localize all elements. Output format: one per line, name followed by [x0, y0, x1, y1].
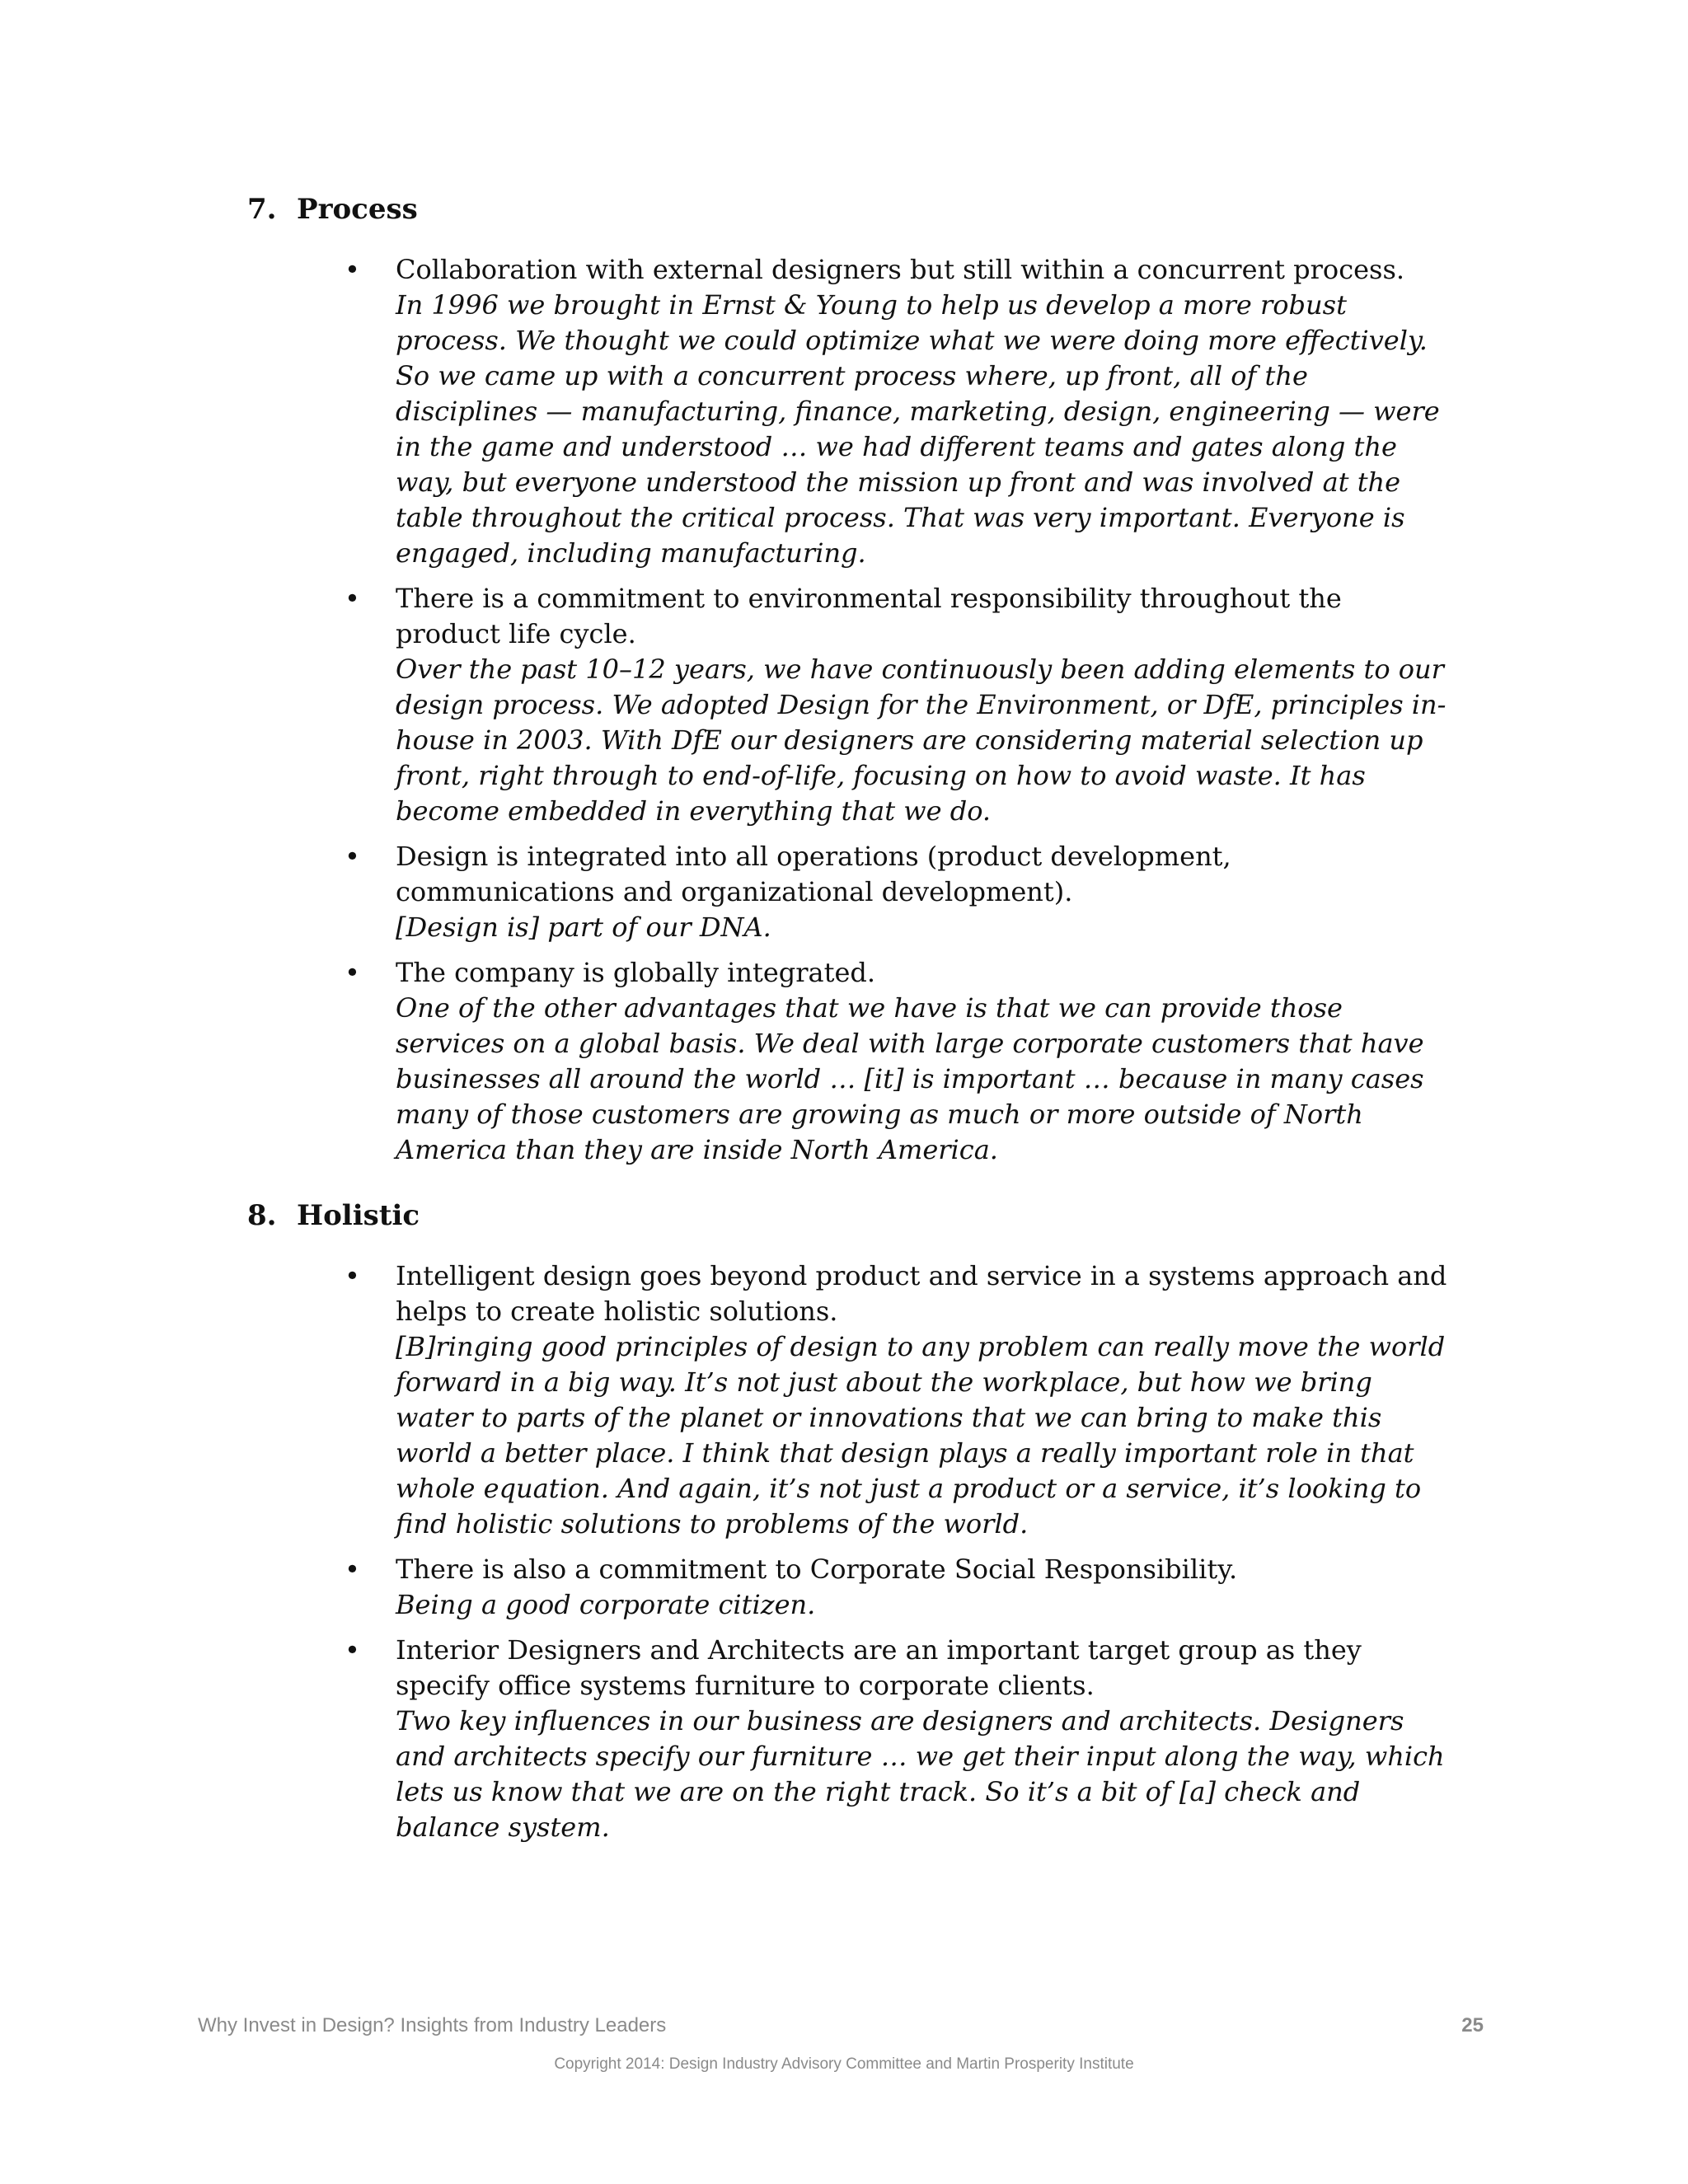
section-heading	[247, 191, 1500, 227]
bullet-statement: Collaboration with external designers but still within a concurrent process.	[396, 254, 1405, 285]
bullet-icon: •	[345, 1634, 360, 1666]
list-item	[345, 955, 1449, 1168]
bullet-icon: •	[345, 957, 360, 988]
section-title: Holistic	[297, 1199, 420, 1232]
bullet-list	[247, 252, 1500, 1168]
section-process	[247, 191, 1500, 1168]
section-title: Process	[297, 193, 418, 226]
footer-copyright: Copyright 2014: Design Industry Advisory Committee and Martin Prosperity Institute	[554, 2055, 1134, 2073]
page-content	[247, 191, 1500, 1855]
bullet-list	[247, 1258, 1500, 1845]
bullet-statement: There is also a commitment to Corporate Social Responsibility.	[396, 1554, 1238, 1585]
section-heading	[247, 1197, 1500, 1234]
bullet-quote: In 1996 we brought in Ernst & Young to help us develop a more robust process. We thought we could optimize what we were doing more effectively. So we came up with a concurrent process where, up front, all of the disciplines — manufacturing, finance, marketing, design, engineering — were in the game and understood … we had different teams and gates along the way, but everyone understood the mission up front and was involved at the table throughout the critical process. That was very important. Everyone is engaged, including manufacturing.	[396, 289, 1440, 569]
section-number: 7.	[247, 193, 277, 226]
section-holistic	[247, 1197, 1500, 1845]
list-item	[345, 1552, 1449, 1623]
bullet-quote: One of the other advantages that we have is that we can provide those services on a global basis. We deal with large corporate customers that have businesses all around the world … [it] is important … because in many cases many of those customers are growing as much or more outside of North America than they are inside North America.	[396, 992, 1424, 1165]
section-number: 8.	[247, 1199, 277, 1232]
list-item	[345, 839, 1449, 945]
list-item	[345, 581, 1449, 829]
page-number: 25	[1461, 2014, 1484, 2036]
footer-document-title: Why Invest in Design? Insights from Industry Leaders	[198, 2014, 667, 2036]
bullet-icon: •	[345, 841, 360, 872]
bullet-icon: •	[345, 254, 360, 285]
bullet-icon: •	[345, 583, 360, 614]
bullet-icon: •	[345, 1260, 360, 1291]
list-item	[345, 1258, 1449, 1542]
bullet-statement: The company is globally integrated.	[396, 957, 876, 988]
list-item	[345, 1633, 1449, 1845]
bullet-quote: [Design is] part of our DNA.	[396, 912, 771, 943]
list-item	[345, 252, 1449, 571]
bullet-quote: Two key influences in our business are designers and architects. Designers and architects specify our furniture … we get their input along the way, which lets us know that we are on the right track. So it’s a bit of [a] check and balance system.	[396, 1705, 1445, 1843]
bullet-quote: Over the past 10–12 years, we have continuously been adding elements to our design process. We adopted Design for the Environment, or DfE, principles in-house in 2003. With DfE our designers are considering material selection up front, right through to end-of-life, focusing on how to avoid waste. It has become embedded in everything that we do.	[396, 654, 1447, 827]
bullet-statement: Design is integrated into all operations (product development, communications and organizational development).	[396, 841, 1231, 907]
bullet-statement: Interior Designers and Architects are an important target group as they specify office systems furniture to corporate clients.	[396, 1634, 1362, 1701]
bullet-quote: [B]ringing good principles of design to any problem can really move the world forward in a big way. It’s not just about the workplace, but how we bring water to parts of the planet or innovations that we can bring to make this world a better place. I think that design plays a really important role in that whole equation. And again, it’s not just a product or a service, it’s looking to find holistic solutions to problems of the world.	[396, 1331, 1446, 1540]
bullet-quote: Being a good corporate citizen.	[396, 1589, 816, 1620]
bullet-statement: Intelligent design goes beyond product and service in a systems approach and helps to create holistic solutions.	[396, 1260, 1447, 1327]
bullet-icon: •	[345, 1554, 360, 1585]
bullet-statement: There is a commitment to environmental responsibility throughout the product life cycle.	[396, 583, 1342, 649]
